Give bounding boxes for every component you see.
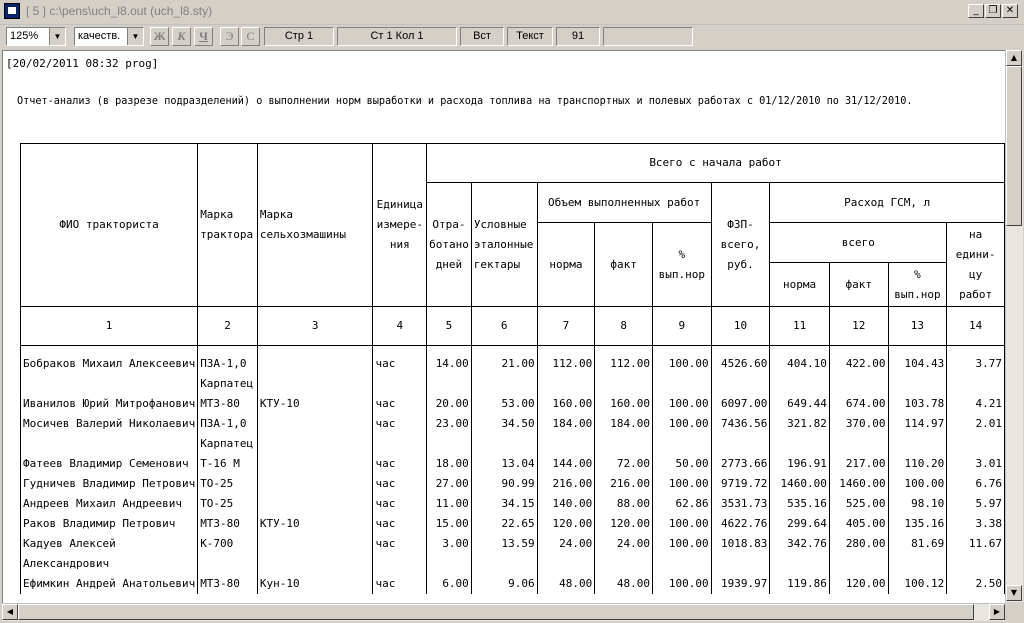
- table-cell: 7436.56: [711, 414, 770, 434]
- table-cell: 184.00: [595, 414, 653, 434]
- table-cell: 21.00: [471, 354, 537, 374]
- header-fio: ФИО тракториста: [21, 144, 198, 307]
- table-cell: 120.00: [537, 514, 595, 534]
- table-cell: 6097.00: [711, 394, 770, 414]
- scroll-down-icon[interactable]: ▼: [1006, 585, 1022, 601]
- column-number: 5: [427, 307, 472, 346]
- table-cell: КТУ-10: [257, 394, 373, 414]
- table-cell: 144.00: [537, 454, 595, 474]
- column-numbers-row: [21, 307, 1005, 346]
- scroll-up-icon[interactable]: ▲: [1006, 50, 1022, 66]
- table-cell: 88.00: [595, 494, 653, 514]
- header-fuel-norma: норма: [770, 263, 830, 307]
- table-cell: Бобраков Михаил Алексеевич: [21, 354, 198, 374]
- table-cell: 120.00: [829, 574, 888, 594]
- table-cell: [257, 434, 373, 454]
- table-cell: 216.00: [537, 474, 595, 494]
- table-cell: 27.00: [427, 474, 472, 494]
- table-cell: 404.10: [770, 354, 830, 374]
- table-row: [21, 394, 1005, 414]
- table-cell: [257, 494, 373, 514]
- table-cell: [427, 374, 472, 394]
- column-number: 6: [471, 307, 537, 346]
- zoom-value: 125%: [10, 30, 39, 42]
- table-cell: час: [373, 474, 427, 494]
- column-number: 8: [595, 307, 653, 346]
- table-cell: 140.00: [537, 494, 595, 514]
- table-cell: [947, 434, 1005, 454]
- s-button[interactable]: С: [241, 27, 260, 46]
- table-cell: 216.00: [595, 474, 653, 494]
- table-cell: ПЗА-1,0: [198, 354, 258, 374]
- status-empty: [603, 27, 693, 46]
- table-cell: [947, 374, 1005, 394]
- table-cell: Карпатец: [198, 374, 258, 394]
- table-cell: Гудничев Владимир Петрович: [21, 474, 198, 494]
- table-cell: Кадуев Алексей: [21, 534, 198, 554]
- table-cell: 1460.00: [770, 474, 830, 494]
- table-row: [21, 374, 1005, 394]
- table-cell: Карпатец: [198, 434, 258, 454]
- header-cond-ha: Условные эталонные гектары: [471, 183, 537, 307]
- report-title: Отчет-анализ (в разрезе подразделений) о выполнении норм выработки и расхода топлива на транспортных и полевых работах с 01/12/2010 по 31/12/2010.: [17, 96, 913, 107]
- table-cell: 62.86: [652, 494, 711, 514]
- status-position: Ст 1 Кол 1: [337, 27, 457, 46]
- table-cell: 196.91: [770, 454, 830, 474]
- table-cell: час: [373, 494, 427, 514]
- table-cell: 217.00: [829, 454, 888, 474]
- table-cell: [21, 434, 198, 454]
- header-fzp: ФЗП-всего, руб.: [711, 183, 770, 307]
- table-row: [21, 554, 1005, 574]
- table-cell: 280.00: [829, 534, 888, 554]
- table-cell: [888, 434, 947, 454]
- table-cell: 100.00: [652, 394, 711, 414]
- column-number: 7: [537, 307, 595, 346]
- table-cell: 112.00: [595, 354, 653, 374]
- table-cell: [829, 374, 888, 394]
- table-cell: МТЗ-80: [198, 394, 258, 414]
- table-cell: 3.77: [947, 354, 1005, 374]
- table-cell: 100.00: [652, 574, 711, 594]
- status-number: 91: [556, 27, 600, 46]
- table-cell: 23.00: [427, 414, 472, 434]
- table-cell: 370.00: [829, 414, 888, 434]
- table-cell: 3.01: [947, 454, 1005, 474]
- e-button[interactable]: Э: [220, 27, 239, 46]
- table-cell: 20.00: [427, 394, 472, 414]
- table-cell: 342.76: [770, 534, 830, 554]
- table-cell: 14.00: [427, 354, 472, 374]
- table-cell: Т-16 М: [198, 454, 258, 474]
- report-table: [20, 143, 1005, 594]
- horizontal-scroll-thumb[interactable]: [18, 604, 974, 620]
- table-cell: Кун-10: [257, 574, 373, 594]
- report-timestamp: [20/02/2011 08:32 prog]: [6, 57, 159, 70]
- table-cell: [471, 434, 537, 454]
- table-cell: [947, 554, 1005, 574]
- table-cell: 3531.73: [711, 494, 770, 514]
- table-row: [21, 474, 1005, 494]
- header-fuel-per-unit: на едини-цу работ: [947, 223, 1005, 307]
- table-cell: 6.76: [947, 474, 1005, 494]
- window-title: [ 5 ] c:\pens\uch_l8.out (uch_l8.sty): [26, 4, 213, 18]
- status-insert-mode: Вст: [460, 27, 504, 46]
- table-cell: [257, 554, 373, 574]
- header-machine-brand: Марка сельхозмашины: [257, 144, 373, 307]
- table-cell: 184.00: [537, 414, 595, 434]
- table-cell: [770, 434, 830, 454]
- table-cell: МТЗ-80: [198, 574, 258, 594]
- column-number: 3: [257, 307, 373, 346]
- table-cell: [471, 554, 537, 574]
- table-cell: 2.50: [947, 574, 1005, 594]
- table-cell: [537, 374, 595, 394]
- horizontal-scrollbar[interactable]: [2, 603, 1005, 621]
- table-cell: 112.00: [537, 354, 595, 374]
- column-number: 13: [888, 307, 947, 346]
- table-cell: 18.00: [427, 454, 472, 474]
- status-page: Стр 1: [264, 27, 334, 46]
- title-bar: [0, 0, 1024, 25]
- header-tractor-brand: Марка трактора: [198, 144, 258, 307]
- header-fuel-total: всего: [770, 223, 947, 263]
- status-doc-type: Текст: [507, 27, 553, 46]
- underline-button[interactable]: Ч: [194, 27, 213, 46]
- chevron-down-icon[interactable]: ▼: [49, 28, 65, 45]
- app-icon[interactable]: [4, 3, 20, 19]
- table-cell: час: [373, 514, 427, 534]
- minimize-button[interactable]: _: [968, 4, 984, 18]
- column-number: 10: [711, 307, 770, 346]
- table-cell: [595, 374, 653, 394]
- table-cell: [711, 554, 770, 574]
- table-cell: 9719.72: [711, 474, 770, 494]
- table-cell: 160.00: [595, 394, 653, 414]
- restore-button[interactable]: ❐: [985, 4, 1001, 18]
- table-cell: 114.97: [888, 414, 947, 434]
- column-number: 2: [198, 307, 258, 346]
- table-cell: Ефимкин Андрей Анатольевич: [21, 574, 198, 594]
- vertical-scroll-thumb[interactable]: [1006, 66, 1022, 226]
- table-cell: [888, 554, 947, 574]
- column-number: 4: [373, 307, 427, 346]
- table-cell: 13.59: [471, 534, 537, 554]
- column-number: 12: [829, 307, 888, 346]
- table-cell: МТЗ-80: [198, 514, 258, 534]
- table-cell: 100.00: [652, 514, 711, 534]
- table-cell: 100.00: [888, 474, 947, 494]
- table-cell: [595, 554, 653, 574]
- table-cell: [471, 374, 537, 394]
- table-cell: 405.00: [829, 514, 888, 534]
- vertical-scrollbar[interactable]: [1005, 50, 1023, 602]
- table-cell: 119.86: [770, 574, 830, 594]
- table-row: [21, 574, 1005, 594]
- table-cell: 104.43: [888, 354, 947, 374]
- quality-value: качеств.: [78, 30, 121, 42]
- toolbar: [0, 25, 1024, 49]
- table-cell: [595, 434, 653, 454]
- table-cell: час: [373, 414, 427, 434]
- scroll-left-icon[interactable]: ◀: [2, 604, 18, 620]
- column-number: 11: [770, 307, 830, 346]
- table-cell: [427, 554, 472, 574]
- table-cell: 13.04: [471, 454, 537, 474]
- table-cell: [711, 374, 770, 394]
- table-cell: час: [373, 354, 427, 374]
- table-cell: 4526.60: [711, 354, 770, 374]
- header-norma: норма: [537, 223, 595, 307]
- table-cell: 98.10: [888, 494, 947, 514]
- table-body: [21, 346, 1005, 595]
- table-cell: 15.00: [427, 514, 472, 534]
- table-cell: [829, 554, 888, 574]
- table-cell: 9.06: [471, 574, 537, 594]
- table-cell: час: [373, 534, 427, 554]
- table-cell: Иванилов Юрий Митрофанович: [21, 394, 198, 414]
- table-cell: [373, 374, 427, 394]
- table-cell: [257, 374, 373, 394]
- table-cell: 120.00: [595, 514, 653, 534]
- table-cell: 3.38: [947, 514, 1005, 534]
- table-cell: 321.82: [770, 414, 830, 434]
- table-cell: 50.00: [652, 454, 711, 474]
- table-cell: КТУ-10: [257, 514, 373, 534]
- table-cell: 81.69: [888, 534, 947, 554]
- table-row: [21, 354, 1005, 374]
- spacer-row: [21, 346, 1005, 355]
- table-row: [21, 514, 1005, 534]
- document-view[interactable]: [2, 50, 1005, 603]
- header-fuel-pct: % вып.нор: [888, 263, 947, 307]
- column-number: 1: [21, 307, 198, 346]
- table-cell: 535.16: [770, 494, 830, 514]
- table-cell: 100.00: [652, 354, 711, 374]
- table-cell: [257, 534, 373, 554]
- table-cell: ТО-25: [198, 494, 258, 514]
- table-cell: Александрович: [21, 554, 198, 574]
- table-row: [21, 414, 1005, 434]
- table-cell: 1939.97: [711, 574, 770, 594]
- table-cell: 5.97: [947, 494, 1005, 514]
- table-cell: 100.00: [652, 534, 711, 554]
- bold-button[interactable]: Ж: [150, 27, 169, 46]
- table-cell: 48.00: [595, 574, 653, 594]
- table-cell: 90.99: [471, 474, 537, 494]
- table-cell: Андреев Михаил Андреевич: [21, 494, 198, 514]
- table-cell: 160.00: [537, 394, 595, 414]
- table-cell: 100.12: [888, 574, 947, 594]
- table-cell: 1460.00: [829, 474, 888, 494]
- table-cell: Мосичев Валерий Николаевич: [21, 414, 198, 434]
- table-cell: 100.00: [652, 474, 711, 494]
- column-number: 14: [947, 307, 1005, 346]
- table-cell: 100.00: [652, 414, 711, 434]
- table-row: [21, 454, 1005, 474]
- table-cell: 48.00: [537, 574, 595, 594]
- table-cell: 72.00: [595, 454, 653, 474]
- table-cell: 2773.66: [711, 454, 770, 474]
- header-unit: Единица измере-ния: [373, 144, 427, 307]
- table-cell: 422.00: [829, 354, 888, 374]
- column-number: 9: [652, 307, 711, 346]
- table-cell: 103.78: [888, 394, 947, 414]
- table-cell: [373, 434, 427, 454]
- header-work-volume: Объем выполненных работ: [537, 183, 711, 223]
- table-cell: [888, 374, 947, 394]
- table-cell: 53.00: [471, 394, 537, 414]
- zoom-select[interactable]: [6, 27, 66, 46]
- table-cell: 11.00: [427, 494, 472, 514]
- table-cell: 649.44: [770, 394, 830, 414]
- table-cell: час: [373, 454, 427, 474]
- italic-button[interactable]: К: [172, 27, 191, 46]
- table-cell: 4.21: [947, 394, 1005, 414]
- table-cell: 299.64: [770, 514, 830, 534]
- table-cell: ПЗА-1,0: [198, 414, 258, 434]
- table-cell: [257, 354, 373, 374]
- table-cell: ТО-25: [198, 474, 258, 494]
- table-cell: [537, 554, 595, 574]
- header-fuel-fakt: факт: [829, 263, 888, 307]
- table-cell: 34.15: [471, 494, 537, 514]
- table-cell: 24.00: [537, 534, 595, 554]
- table-cell: Фатеев Владимир Семенович: [21, 454, 198, 474]
- table-cell: [770, 374, 830, 394]
- table-cell: [652, 374, 711, 394]
- table-cell: 3.00: [427, 534, 472, 554]
- header-fakt: факт: [595, 223, 653, 307]
- table-cell: 6.00: [427, 574, 472, 594]
- table-cell: 24.00: [595, 534, 653, 554]
- header-pct: % вып.нор: [652, 223, 711, 307]
- table-cell: 11.67: [947, 534, 1005, 554]
- close-button[interactable]: ✕: [1002, 4, 1018, 18]
- table-cell: [652, 554, 711, 574]
- table-cell: 22.65: [471, 514, 537, 534]
- table-row: [21, 434, 1005, 454]
- header-total-since-start: Всего с начала работ: [427, 144, 1005, 183]
- table-row: [21, 494, 1005, 514]
- table-cell: час: [373, 394, 427, 414]
- table-row: [21, 534, 1005, 554]
- table-cell: К-700: [198, 534, 258, 554]
- table-cell: [537, 434, 595, 454]
- table-cell: [198, 554, 258, 574]
- table-cell: [652, 434, 711, 454]
- table-cell: 135.16: [888, 514, 947, 534]
- table-cell: [770, 554, 830, 574]
- header-fuel: Расход ГСМ, л: [770, 183, 1005, 223]
- table-cell: 110.20: [888, 454, 947, 474]
- table-cell: [257, 454, 373, 474]
- table-cell: час: [373, 574, 427, 594]
- table-cell: [829, 434, 888, 454]
- table-cell: [21, 374, 198, 394]
- table-cell: [427, 434, 472, 454]
- table-cell: 1018.83: [711, 534, 770, 554]
- table-cell: 674.00: [829, 394, 888, 414]
- quality-select[interactable]: [74, 27, 144, 46]
- table-cell: 4622.76: [711, 514, 770, 534]
- chevron-down-icon[interactable]: ▼: [127, 28, 143, 45]
- size-grip[interactable]: [1006, 604, 1022, 621]
- table-cell: [257, 414, 373, 434]
- table-cell: Раков Владимир Петрович: [21, 514, 198, 534]
- table-cell: [711, 434, 770, 454]
- header-days-worked: Отра-ботано дней: [427, 183, 472, 307]
- table-cell: 34.50: [471, 414, 537, 434]
- table-cell: [257, 474, 373, 494]
- scroll-right-icon[interactable]: ▶: [989, 604, 1005, 620]
- table-cell: 2.01: [947, 414, 1005, 434]
- table-cell: 525.00: [829, 494, 888, 514]
- table-cell: [373, 554, 427, 574]
